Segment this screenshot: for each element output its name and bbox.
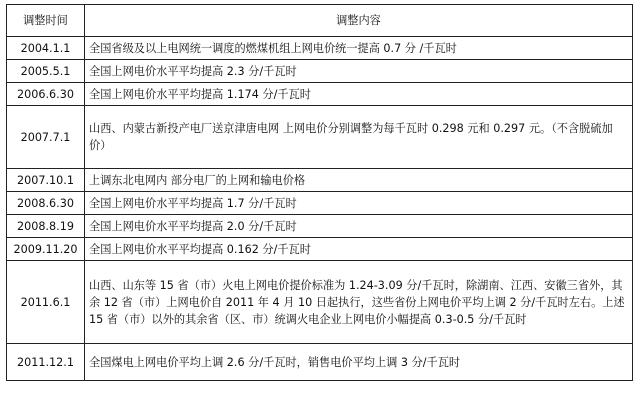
tariff-adjustment-table — [6, 4, 633, 381]
row-time-cell: 2005.5.1 — [7, 60, 85, 83]
row-content-cell: 全国上网电价水平平均提高 1.174 分/千瓦时 — [85, 83, 633, 106]
row-content-cell: 全国省级及以上电网统一调度的燃煤机组上网电价统一提高 0.7 分 /千瓦时 — [85, 37, 633, 60]
table-header — [7, 5, 633, 37]
table-row — [7, 37, 633, 60]
table-row — [7, 261, 633, 344]
row-time-cell: 2011.6.1 — [7, 261, 85, 344]
row-time-cell: 2011.12.1 — [7, 344, 85, 381]
tariff-adjustment-table-container — [6, 4, 632, 381]
row-time-cell: 2008.6.30 — [7, 192, 85, 215]
table-row — [7, 238, 633, 261]
row-content-cell: 全国上网电价水平平均提高 1.7 分/千瓦时 — [85, 192, 633, 215]
row-time-cell: 2006.6.30 — [7, 83, 85, 106]
row-time-cell: 2007.10.1 — [7, 169, 85, 192]
row-content-cell: 全国上网电价水平平均提高 2.0 分/千瓦时 — [85, 215, 633, 238]
table-row — [7, 83, 633, 106]
row-content-cell: 全国煤电上网电价平均上调 2.6 分/千瓦时，销售电价平均上调 3 分/千瓦时 — [85, 344, 633, 381]
table-row — [7, 60, 633, 83]
row-time-cell: 2008.8.19 — [7, 215, 85, 238]
header-adjustment-time: 调整时间 — [7, 5, 85, 37]
table-row — [7, 215, 633, 238]
row-time-cell: 2009.11.20 — [7, 238, 85, 261]
table-body — [7, 37, 633, 381]
header-adjustment-content: 调整内容 — [85, 5, 633, 37]
row-content-cell: 上调东北电网内 部分电厂的上网和输电价格 — [85, 169, 633, 192]
row-time-cell: 2004.1.1 — [7, 37, 85, 60]
header-row — [7, 5, 633, 37]
table-row — [7, 169, 633, 192]
table-row — [7, 192, 633, 215]
row-time-cell: 2007.7.1 — [7, 106, 85, 169]
table-row — [7, 106, 633, 169]
table-row — [7, 344, 633, 381]
row-content-cell: 山西、山东等 15 省（市）火电上网电价提价标准为 1.24-3.09 分/千瓦时，除湖南、江西、安徽三省外，其余 12 省（市）上网电价自 2011 年 4 月 10 日起执行，这些省份上网电价平均上调 2 分/千瓦时左右。上述 15 省（市）以外的其余省（区、市）统调火电企业上网电价小幅提高 0.3-0.5 分/千瓦时 — [85, 261, 633, 344]
row-content-cell: 全国上网电价水平平均提高 2.3 分/千瓦时 — [85, 60, 633, 83]
row-content-cell: 全国上网电价水平平均提高 0.162 分/千瓦时 — [85, 238, 633, 261]
row-content-cell: 山西、内蒙古新投产电厂送京津唐电网 上网电价分别调整为每千瓦时 0.298 元和 0.297 元。（不含脱硫加价） — [85, 106, 633, 169]
